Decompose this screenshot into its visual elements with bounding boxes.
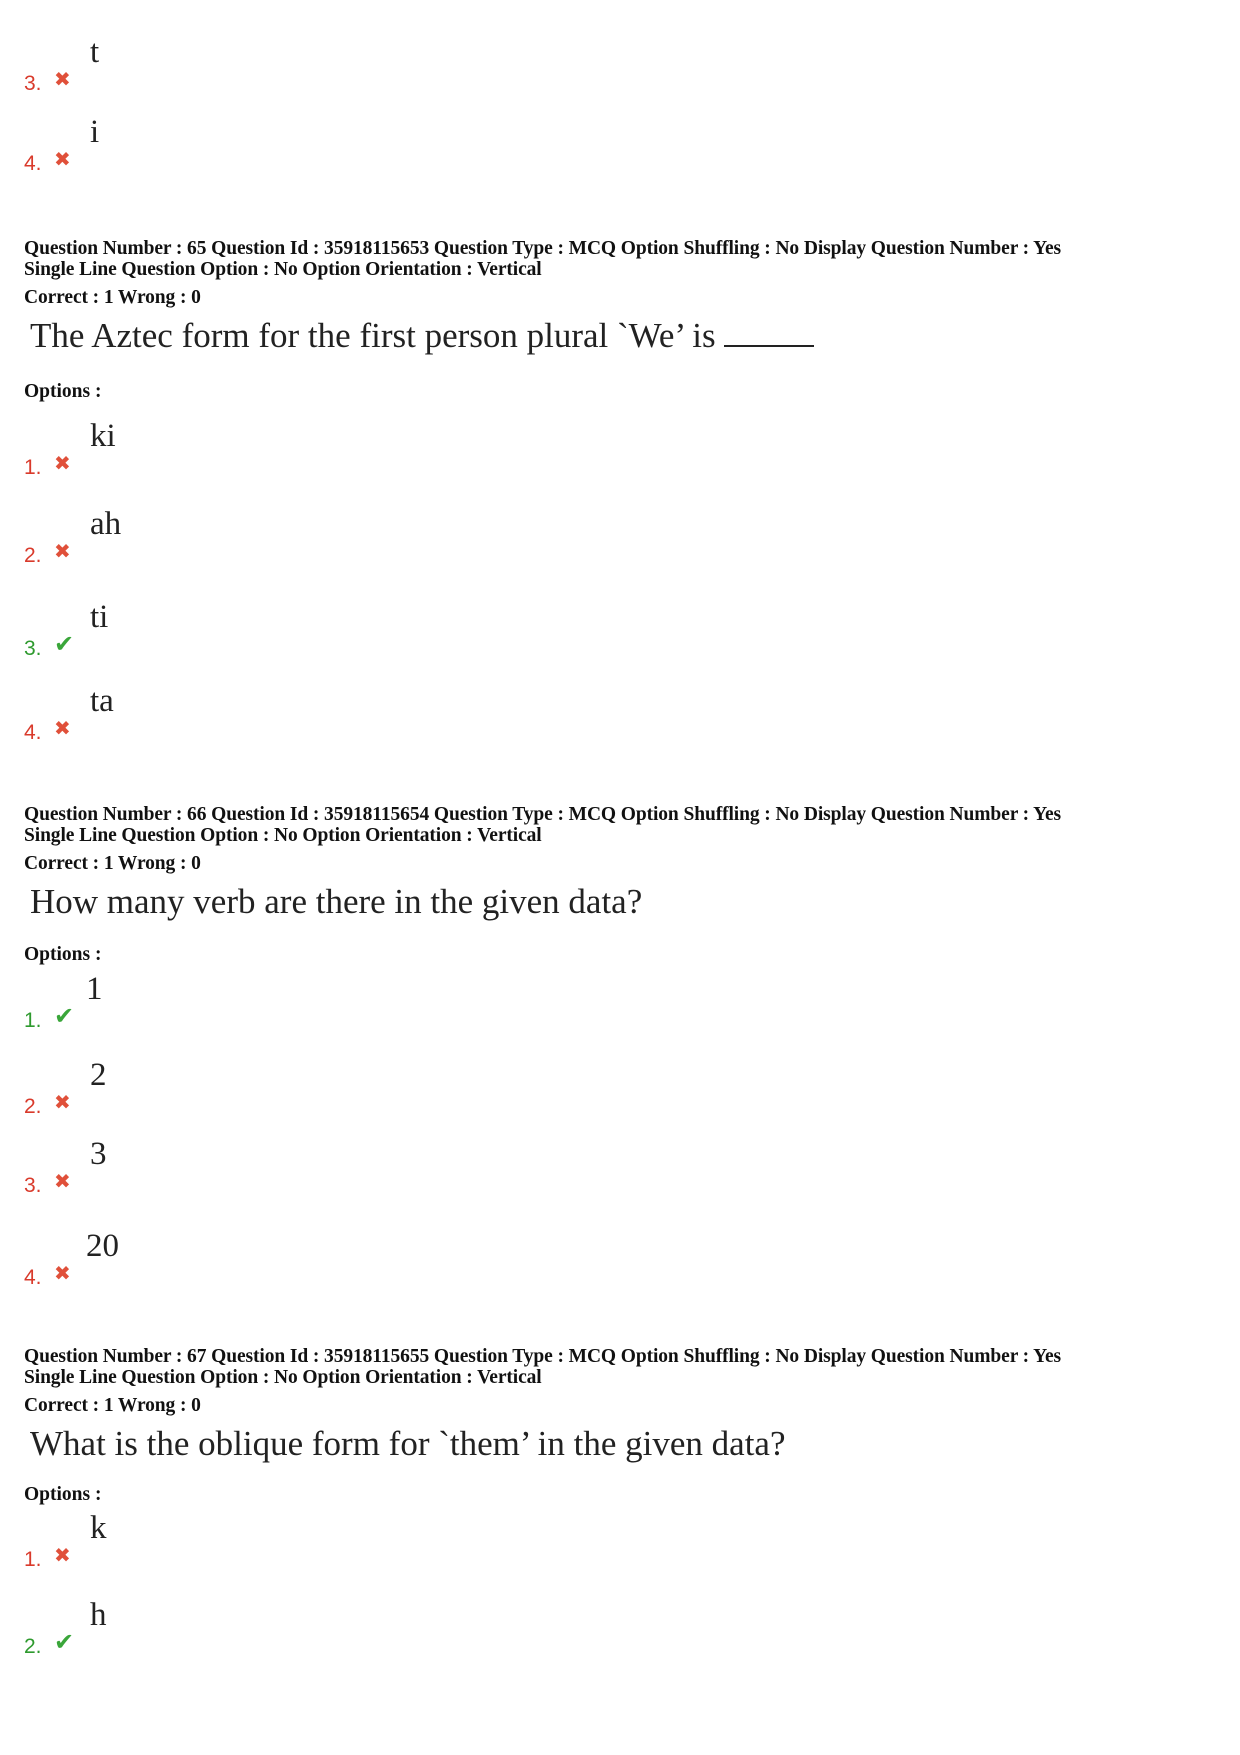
check-icon: ✔ — [54, 1630, 75, 1656]
option-number: 3. — [24, 637, 42, 660]
option-item — [24, 506, 424, 566]
question-text: How many verb are there in the given data? — [30, 882, 643, 921]
option-item — [24, 1228, 424, 1288]
options-label: Options : — [24, 1484, 102, 1505]
option-item — [24, 34, 424, 94]
options-label: Options : — [24, 944, 102, 965]
option-text: ta — [90, 683, 114, 719]
check-icon: ✔ — [54, 632, 75, 658]
question-meta: Question Number : 65 Question Id : 35918115653 Question Type : MCQ Option Shuffling : No Display Question Number : Yes — [24, 238, 1061, 259]
cross-icon: ✖ — [54, 1171, 71, 1193]
score-meta: Correct : 1 Wrong : 0 — [24, 853, 201, 874]
option-text: t — [90, 34, 100, 70]
cross-icon: ✖ — [54, 69, 71, 91]
option-item — [24, 599, 424, 659]
question-meta: Single Line Question Option : No Option Orientation : Vertical — [24, 825, 542, 846]
option-item — [24, 1510, 424, 1570]
option-item — [24, 1597, 424, 1657]
cross-icon: ✖ — [54, 718, 71, 740]
cross-icon: ✖ — [54, 149, 71, 171]
option-item — [24, 971, 424, 1031]
option-item — [24, 114, 424, 174]
option-number: 1. — [24, 456, 42, 479]
cross-icon: ✖ — [54, 1092, 71, 1114]
option-item — [24, 1136, 424, 1196]
option-text: k — [90, 1510, 107, 1546]
option-text: i — [90, 114, 100, 150]
option-number: 4. — [24, 152, 42, 175]
option-number: 2. — [24, 544, 42, 567]
option-text: 2 — [90, 1057, 107, 1093]
cross-icon: ✖ — [54, 453, 71, 475]
answer-blank — [724, 319, 814, 347]
option-text: 20 — [86, 1228, 119, 1264]
option-item — [24, 1057, 424, 1117]
option-number: 4. — [24, 721, 42, 744]
option-text: h — [90, 1597, 107, 1633]
option-text: 1 — [86, 971, 103, 1007]
option-text: ki — [90, 418, 116, 454]
option-number: 4. — [24, 1266, 42, 1289]
option-item — [24, 418, 424, 478]
option-number: 1. — [24, 1009, 42, 1032]
option-number: 3. — [24, 1174, 42, 1197]
option-text: ti — [90, 599, 109, 635]
question-text: What is the oblique form for `them’ in the given data? — [30, 1424, 786, 1463]
question-meta: Question Number : 66 Question Id : 35918115654 Question Type : MCQ Option Shuffling : No Display Question Number : Yes — [24, 804, 1061, 825]
option-number: 3. — [24, 72, 42, 95]
option-number: 2. — [24, 1095, 42, 1118]
cross-icon: ✖ — [54, 1545, 71, 1567]
question-meta: Single Line Question Option : No Option Orientation : Vertical — [24, 259, 542, 280]
score-meta: Correct : 1 Wrong : 0 — [24, 1395, 201, 1416]
option-number: 2. — [24, 1635, 42, 1658]
options-label: Options : — [24, 381, 102, 402]
score-meta: Correct : 1 Wrong : 0 — [24, 287, 201, 308]
option-text: ah — [90, 506, 122, 542]
option-item — [24, 683, 424, 743]
check-icon: ✔ — [54, 1004, 75, 1030]
question-meta: Single Line Question Option : No Option Orientation : Vertical — [24, 1367, 542, 1388]
option-text: 3 — [90, 1136, 107, 1172]
question-meta: Question Number : 67 Question Id : 35918115655 Question Type : MCQ Option Shuffling : No Display Question Number : Yes — [24, 1346, 1061, 1367]
cross-icon: ✖ — [54, 1263, 71, 1285]
option-number: 1. — [24, 1548, 42, 1571]
cross-icon: ✖ — [54, 541, 71, 563]
question-text: The Aztec form for the first person plural `We’ is — [30, 316, 814, 356]
